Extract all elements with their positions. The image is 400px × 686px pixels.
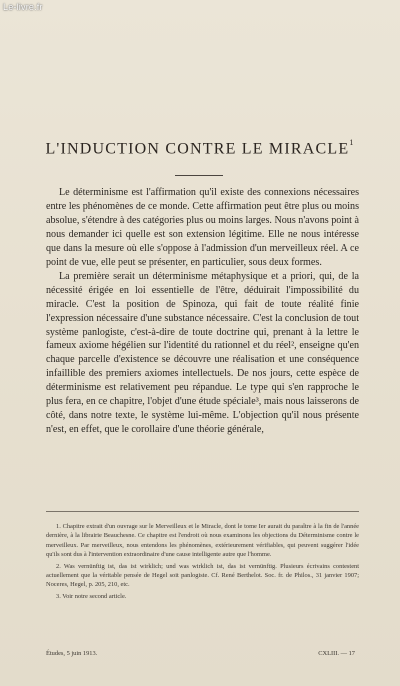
chapter-title: [0, 140, 400, 158]
footnotes: [46, 511, 359, 603]
paragraph-2: La première serait un déterminisme métaphysique et a priori, qui, de la nécessité érigée en loi essentielle de l'être, déduirait l'impossibilité du miracle. C'est la position de Spinoza, qui fait de toute réalité finie l'expression nécessaire d'une substance nécessaire. C'est la conclusion de tout système panlogiste, c'est-à-dire de toute doctrine qui, prenant à la lettre le fameux axiome hégélien sur l'identité du rationnel et du réel², enseigne qu'en chaque parcelle d'existence se découvre une réalisation et une conséquence infaillible des premiers axiomes intellectuels. De nos jours, cette espèce de déterminisme est relativement peu répandue. Le type qui s'en rapproche le plus fera, en ce chapitre, l'objet d'une étude spéciale³, mais nous laisserons de côté, dans notre texte, le système lui-même. L'objection qu'il nous présente n'est, en effet, que le corollaire d'une théorie générale,: [46, 270, 359, 436]
footer-source: Études, 5 juin 1913.: [46, 650, 98, 657]
title-footnote-marker: 1: [349, 138, 355, 147]
footnote-3: 3. Voir notre second article.: [56, 592, 127, 600]
watermark: Le-livre.fr: [3, 2, 43, 12]
body-text: [46, 186, 359, 437]
chapter-title-text: L'INDUCTION CONTRE LE MIRACLE: [45, 140, 350, 158]
footnote-2: 2. Was vernünftig ist, das ist wirklich; und was wirklich ist, das ist vernünftig. Plusieurs écrivains contestent actuellement que la véritable pensée de Hegel soit panlogiste. Cf. René Berthelot. Soc. fr. de Philos., 31 janvier 1907; Noceres, Hegel, p. 205, 210, etc.: [46, 562, 359, 589]
page-footer: [46, 650, 359, 657]
footer-page-number: CXLIII. — 17: [318, 650, 355, 657]
footnote-1: 1. Chapitre extrait d'un ouvrage sur le Merveilleux et le Miracle, dont le tome Ier aurait du paraître à la fin de l'année dernière, à la librairie Beauchesne. Ce chapitre est l'endroit où nous examinons les objections du Déterminisme contre le merveilleux. Par merveilleux, nous entendons les phénomènes, extérieurement vérifiables, qui peuvent suggérer l'idée qu'ils sont dus à l'intervention extraordinaire d'une cause intelligente autre que l'homme.: [46, 523, 359, 559]
title-rule: [175, 175, 223, 176]
paragraph-1: Le déterminisme est l'affirmation qu'il existe des connexions nécessaires entre les phénomènes de ce monde. Cette affirmation peut être plus ou moins absolue, s'étendre à des catégories plus ou moins larges. Nous n'avons point à nous demander ici quelle est son extension légitime. Elle ne nous intéresse que dans la mesure où elle s'oppose à l'admission d'un merveilleux réel. A ce point de vue, elle peut se présenter, en particulier, sous deux formes.: [46, 187, 359, 268]
